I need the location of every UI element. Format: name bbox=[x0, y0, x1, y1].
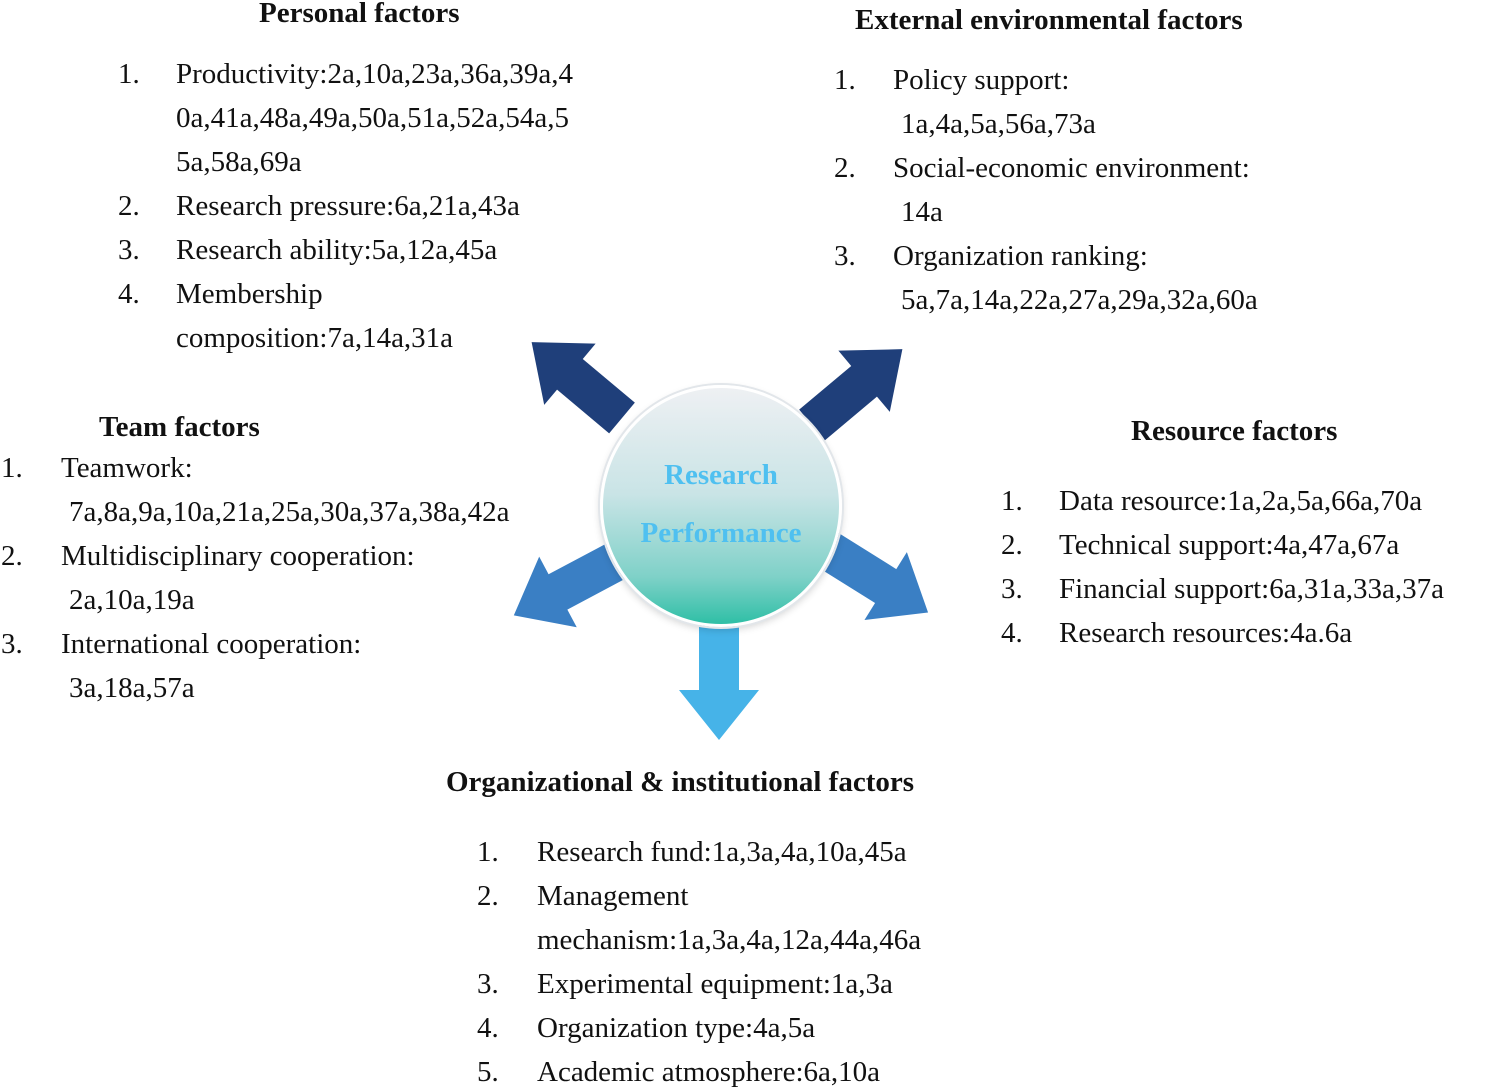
external-item-1-number: 1. bbox=[834, 64, 856, 96]
resource-item-4-line-1: Research resources:4a.6a bbox=[1059, 617, 1353, 649]
team-item-2-line-1: Multidisciplinary cooperation: bbox=[61, 540, 415, 572]
resource-item-2-line-1: Technical support:4a,47a,67a bbox=[1059, 529, 1400, 561]
organizational-item-2-number: 2. bbox=[477, 880, 499, 912]
team-item-3-number: 3. bbox=[1, 628, 23, 660]
external-item-2-line-2: 14a bbox=[901, 196, 943, 228]
team-item-1-number: 1. bbox=[1, 452, 23, 484]
resource-item-3-number: 3. bbox=[1001, 573, 1023, 605]
external-item-2-line-1: Social-economic environment: bbox=[893, 152, 1250, 184]
center-label-line2: Performance bbox=[640, 517, 802, 549]
personal-item-1-line-2: 0a,41a,48a,49a,50a,51a,52a,54a,5 bbox=[176, 102, 569, 134]
resource-item-3-line-1: Financial support:6a,31a,33a,37a bbox=[1059, 573, 1444, 605]
team-factors-title: Team factors bbox=[99, 411, 260, 443]
organizational-item-5-number: 5. bbox=[477, 1056, 499, 1088]
personal-item-4-number: 4. bbox=[118, 278, 140, 310]
resource-item-1-number: 1. bbox=[1001, 485, 1023, 517]
external-factors-title: External environmental factors bbox=[855, 4, 1243, 36]
organizational-item-1-number: 1. bbox=[477, 836, 499, 868]
personal-item-1-line-1: Productivity:2a,10a,23a,36a,39a,4 bbox=[176, 58, 574, 90]
personal-item-1-number: 1. bbox=[118, 58, 140, 90]
personal-item-2-line-1: Research pressure:6a,21a,43a bbox=[176, 190, 520, 222]
organizational-item-2-line-2: mechanism:1a,3a,4a,12a,44a,46a bbox=[537, 924, 922, 956]
team-item-3-line-2: 3a,18a,57a bbox=[69, 672, 195, 704]
arrow-to-organizational bbox=[679, 622, 759, 740]
personal-item-3-line-1: Research ability:5a,12a,45a bbox=[176, 234, 498, 266]
organizational-item-4-line-1: Organization type:4a,5a bbox=[537, 1012, 816, 1044]
organizational-item-1-line-1: Research fund:1a,3a,4a,10a,45a bbox=[537, 836, 907, 868]
external-item-1-line-1: Policy support: bbox=[893, 64, 1070, 96]
external-item-3-line-1: Organization ranking: bbox=[893, 240, 1148, 272]
resource-factors-title: Resource factors bbox=[1131, 415, 1338, 447]
organizational-item-4-number: 4. bbox=[477, 1012, 499, 1044]
personal-item-4-line-1: Membership bbox=[176, 278, 323, 310]
resource-item-1-line-1: Data resource:1a,2a,5a,66a,70a bbox=[1059, 485, 1423, 517]
personal-item-4-line-2: composition:7a,14a,31a bbox=[176, 322, 454, 354]
external-item-2-number: 2. bbox=[834, 152, 856, 184]
personal-item-3-number: 3. bbox=[118, 234, 140, 266]
team-item-1-line-1: Teamwork: bbox=[61, 452, 193, 484]
team-item-2-number: 2. bbox=[1, 540, 23, 572]
external-item-3-line-2: 5a,7a,14a,22a,27a,29a,32a,60a bbox=[901, 284, 1258, 316]
organizational-factors-title: Organizational & institutional factors bbox=[446, 766, 915, 798]
external-item-3-number: 3. bbox=[834, 240, 856, 272]
team-item-1-line-2: 7a,8a,9a,10a,21a,25a,30a,37a,38a,42a bbox=[69, 496, 510, 528]
personal-item-2-number: 2. bbox=[118, 190, 140, 222]
organizational-item-3-number: 3. bbox=[477, 968, 499, 1000]
personal-item-1-line-3: 5a,58a,69a bbox=[176, 146, 302, 178]
center-label-line1: Research bbox=[664, 459, 778, 491]
organizational-item-2-line-1: Management bbox=[537, 880, 689, 912]
arrow-to-personal bbox=[506, 312, 648, 449]
organizational-item-5-line-1: Academic atmosphere:6a,10a bbox=[537, 1056, 881, 1088]
organizational-item-3-line-1: Experimental equipment:1a,3a bbox=[537, 968, 893, 1000]
resource-item-4-number: 4. bbox=[1001, 617, 1023, 649]
resource-item-2-number: 2. bbox=[1001, 529, 1023, 561]
team-item-2-line-2: 2a,10a,19a bbox=[69, 584, 195, 616]
personal-factors-title: Personal factors bbox=[259, 0, 460, 29]
center-node bbox=[600, 385, 842, 627]
team-item-3-line-1: International cooperation: bbox=[61, 628, 362, 660]
external-item-1-line-2: 1a,4a,5a,56a,73a bbox=[901, 108, 1096, 140]
